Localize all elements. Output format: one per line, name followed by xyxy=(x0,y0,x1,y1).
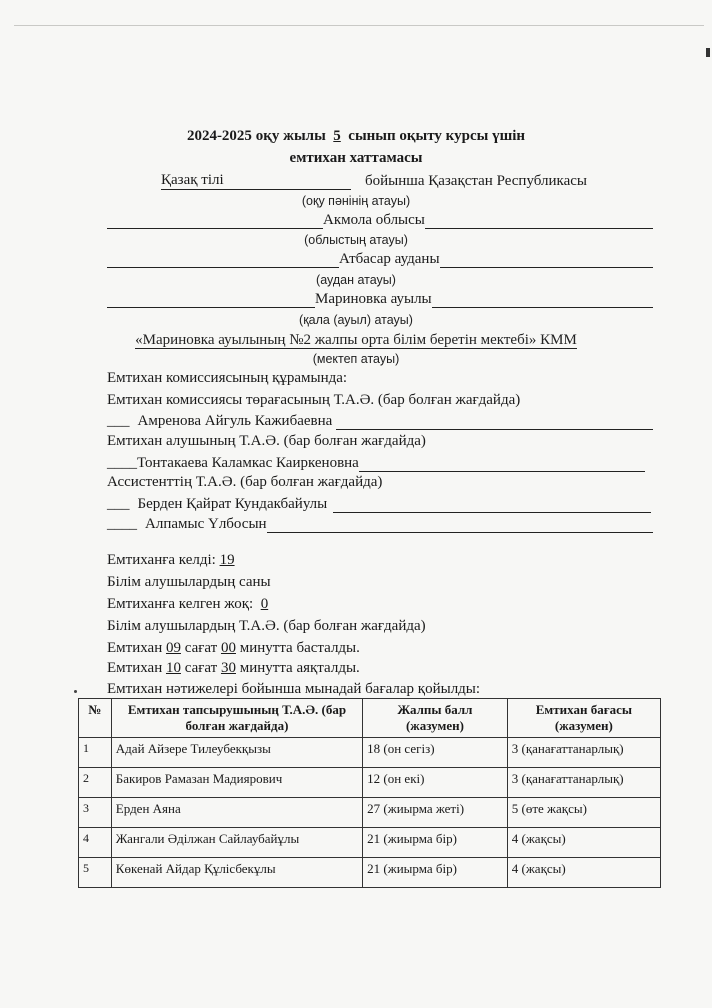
village-blank-right xyxy=(432,293,653,308)
assistant-row xyxy=(107,496,653,513)
chair-prefix: ___ xyxy=(107,413,130,429)
cell-name: Көкенай Айдар Құлісбекұлы xyxy=(111,858,362,888)
table-row xyxy=(79,768,661,798)
district-caption: (аудан атауы) xyxy=(316,273,396,287)
absent-label: Емтиханға келген жоқ: xyxy=(107,596,254,612)
table-header-row xyxy=(79,699,661,738)
header-number: № xyxy=(79,699,112,738)
cell-name: Жангали Әділжан Сайлаубайұлы xyxy=(111,828,362,858)
document-title xyxy=(0,128,712,145)
table-row xyxy=(79,858,661,888)
subject-name: Қазақ тілі xyxy=(161,172,351,190)
results-heading: Емтихан нәтижелері бойынша мынадай бағалар қойылды: xyxy=(107,681,481,697)
subject-suffix: бойынша Қазақстан Республикасы xyxy=(365,173,587,189)
cell-name: Адай Айзере Тилеубекқызы xyxy=(111,738,362,768)
table-row xyxy=(79,828,661,858)
assistant-label: Ассистенттің Т.А.Ә. (бар болған жағдайда) xyxy=(107,474,383,490)
cell-number: 3 xyxy=(79,798,112,828)
end-hour: 10 xyxy=(165,660,181,676)
village-blank-left xyxy=(107,293,315,308)
header-grade: Емтихан бағасы (жазумен) xyxy=(507,699,660,738)
came-label: Емтиханға келді: xyxy=(107,552,216,568)
chair-label: Емтихан комиссиясы төрағасының Т.А.Ә. (бар болған жағдайда) xyxy=(107,392,521,408)
header-score: Жалпы балл (жазумен) xyxy=(363,699,508,738)
absent-line xyxy=(107,596,268,613)
region-name: Акмола облысы xyxy=(323,212,425,228)
cell-score: 18 (он сегіз) xyxy=(363,738,508,768)
start-suffix: минутта басталды. xyxy=(239,640,360,656)
scan-edge-mark xyxy=(706,48,710,57)
cell-number: 5 xyxy=(79,858,112,888)
start-hour: 09 xyxy=(165,640,181,656)
table-row xyxy=(79,798,661,828)
village-name: Мариновка ауылы xyxy=(315,291,432,307)
region-blank-left xyxy=(107,214,323,229)
examiner-label: Емтихан алушының Т.А.Ә. (бар болған жағдайда) xyxy=(107,433,426,449)
cell-grade: 4 (жақсы) xyxy=(507,828,660,858)
chair-blank xyxy=(336,415,653,430)
title-year: 2024-2025 xyxy=(186,128,252,144)
cell-score: 27 (жиырма жеті) xyxy=(363,798,508,828)
region-row xyxy=(107,212,653,229)
district-blank-right xyxy=(440,253,653,268)
end-prefix: Емтихан xyxy=(107,660,163,676)
cell-number: 1 xyxy=(79,738,112,768)
came-line xyxy=(107,552,235,569)
cell-grade: 4 (жақсы) xyxy=(507,858,660,888)
students-count-label: Білім алушылардың саны xyxy=(107,574,271,590)
title-grade: 5 xyxy=(333,128,341,144)
region-blank-right xyxy=(425,214,653,229)
cell-score: 21 (жиырма бір) xyxy=(363,828,508,858)
subject-caption: (оқу пәнінің атауы) xyxy=(301,194,411,208)
cell-grade: 3 (қанағаттанарлық) xyxy=(507,738,660,768)
assistant-name: Берден Қайрат Кундакбайулы xyxy=(137,496,328,512)
examiner-blank xyxy=(359,457,645,472)
start-time-line xyxy=(107,640,360,657)
end-suffix: минутта аяқталды. xyxy=(239,660,360,676)
district-row xyxy=(107,251,653,268)
scan-edge-line xyxy=(14,25,704,26)
results-table xyxy=(78,698,661,888)
chair-row xyxy=(107,413,653,430)
subject-row xyxy=(107,172,653,190)
district-blank-left xyxy=(107,253,339,268)
examiner-prefix: ____ xyxy=(107,455,137,471)
title-grade-suffix: сынып оқыту курсы үшін xyxy=(348,128,526,144)
start-hour-label: сағат xyxy=(184,640,218,656)
district-name: Атбасар ауданы xyxy=(339,251,440,267)
assistant-prefix: ___ xyxy=(107,496,130,512)
absent-names-label: Білім алушылардың Т.А.Ә. (бар болған жағдайда) xyxy=(107,618,426,634)
scan-dot xyxy=(74,690,77,693)
end-hour-label: сағат xyxy=(184,660,218,676)
chair-name: Амренова Айгуль Кажибаевна xyxy=(137,413,333,429)
end-min: 30 xyxy=(220,660,236,676)
came-value: 19 xyxy=(219,552,235,568)
title-year-suffix: оқу жылы xyxy=(255,128,326,144)
cell-name: Бакиров Рамазан Мадиярович xyxy=(111,768,362,798)
cell-number: 2 xyxy=(79,768,112,798)
cell-name: Ерден Аяна xyxy=(111,798,362,828)
assistant2-row xyxy=(107,516,653,533)
school-name: «Мариновка ауылының №2 жалпы орта білім беретін мектебі» КММ xyxy=(135,332,577,348)
school-caption: (мектеп атауы) xyxy=(312,352,400,366)
start-prefix: Емтихан xyxy=(107,640,163,656)
cell-grade: 3 (қанағаттанарлық) xyxy=(507,768,660,798)
cell-number: 4 xyxy=(79,828,112,858)
assistant2-blank xyxy=(267,518,653,533)
header-name: Емтихан тапсырушының Т.А.Ә. (бар болған жағдайда) xyxy=(111,699,362,738)
document-subtitle: емтихан хаттамасы xyxy=(289,150,423,166)
absent-value: 0 xyxy=(260,596,269,612)
cell-score: 21 (жиырма бір) xyxy=(363,858,508,888)
village-row xyxy=(107,291,653,308)
cell-score: 12 (он екі) xyxy=(363,768,508,798)
assistant2-prefix: ____ xyxy=(107,516,137,532)
table-row xyxy=(79,738,661,768)
commission-heading: Емтихан комиссиясының құрамында: xyxy=(107,370,348,386)
assistant-blank xyxy=(333,498,651,513)
end-time-line xyxy=(107,660,360,677)
assistant2-name: Алпамыс Үлбосын xyxy=(145,516,267,532)
start-min: 00 xyxy=(220,640,236,656)
school-row xyxy=(0,332,712,349)
village-caption: (қала (ауыл) атауы) xyxy=(299,313,413,327)
examiner-row xyxy=(107,455,653,472)
examiner-name: Тонтакаева Каламкас Каиркеновна xyxy=(137,455,359,471)
region-caption: (облыстың атауы) xyxy=(304,233,408,247)
cell-grade: 5 (өте жақсы) xyxy=(507,798,660,828)
